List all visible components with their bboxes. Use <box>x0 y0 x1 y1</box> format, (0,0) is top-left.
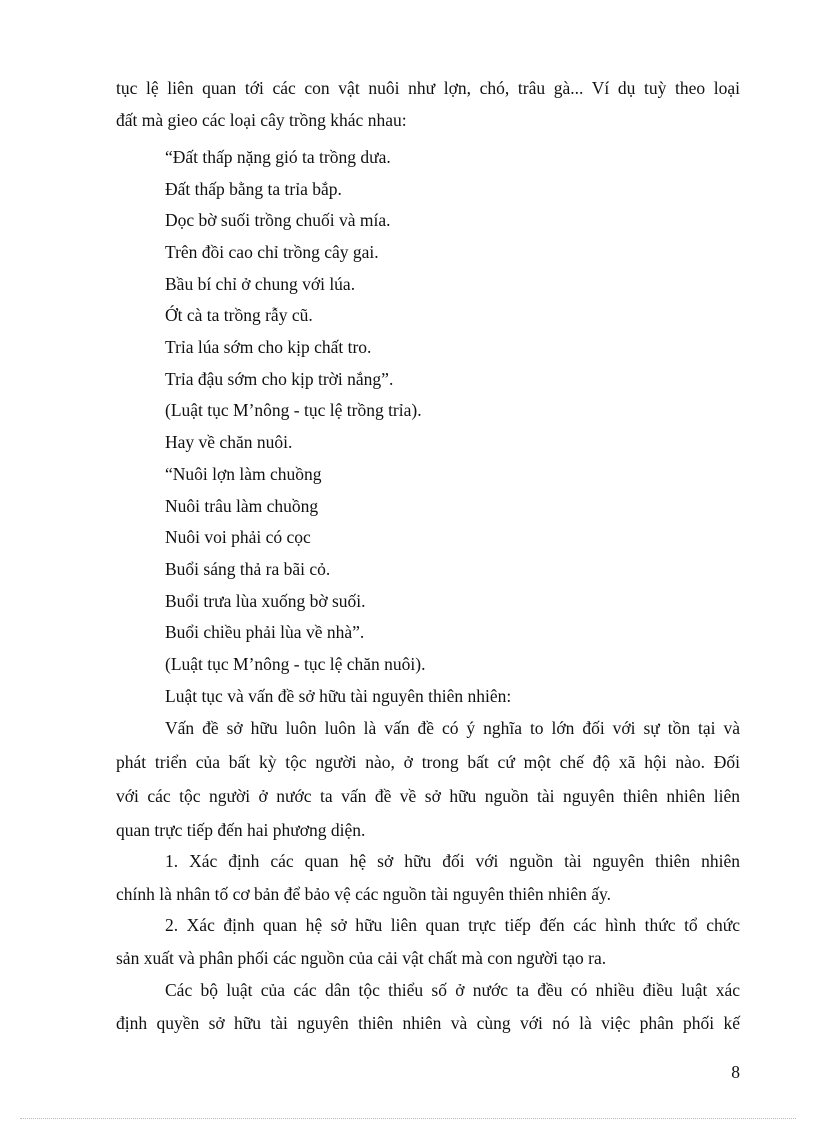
poem-line: Bầu bí chỉ ở chung với lúa. <box>165 274 356 294</box>
text-line: chính là nhân tố cơ bản để bảo vệ các nguồn tài nguyên thiên nhiên ấy. <box>116 884 612 904</box>
text-line: 2. Xác định quan hệ sở hữu liên quan trực tiếp đến các hình thức tổ chức <box>165 915 740 935</box>
poem-line: Trỉa lúa sớm cho kịp chất tro. <box>165 337 372 357</box>
poem-line: Đất thấp bằng ta trỉa bắp. <box>165 179 342 199</box>
poem-line: Buổi trưa lùa xuống bờ suối. <box>165 591 366 611</box>
poem-line: Nuôi voi phải có cọc <box>165 527 311 547</box>
citation-line: (Luật tục M’nông - tục lệ chăn nuôi). <box>165 654 426 674</box>
poem-line: Dọc bờ suối trồng chuối và mía. <box>165 210 391 230</box>
heading-line: Luật tục và vấn đề sở hữu tài nguyên thiên nhiên: <box>165 686 512 706</box>
poem-line: Buổi chiều phải lùa về nhà”. <box>165 622 365 642</box>
text-line: đất mà gieo các loại cây trồng khác nhau: <box>116 110 407 130</box>
poem-line: Nuôi trâu làm chuồng <box>165 496 319 516</box>
text-line: Hay về chăn nuôi. <box>165 432 293 452</box>
text-line: với các tộc người ở nước ta vấn đề về sở hữu nguồn tài nguyên thiên nhiên liên <box>116 786 740 806</box>
poem-line: Trên đồi cao chỉ trồng cây gai. <box>165 242 379 262</box>
poem-line: Trỉa đậu sớm cho kịp trời nắng”. <box>165 369 394 389</box>
text-line: 1. Xác định các quan hệ sở hữu đối với nguồn tài nguyên thiên nhiên <box>165 851 740 871</box>
poem-line: “Nuôi lợn làm chuồng <box>165 464 322 484</box>
text-line: Vấn đề sở hữu luôn luôn là vấn đề có ý nghĩa to lớn đối với sự tồn tại và <box>165 718 740 738</box>
text-line: tục lệ liên quan tới các con vật nuôi như lợn, chó, trâu gà... Ví dụ tuỳ theo loại <box>116 78 740 98</box>
poem-line: Buổi sáng thả ra bãi cỏ. <box>165 559 331 579</box>
poem-line: Ớt cà ta trồng rẫy cũ. <box>165 305 313 325</box>
text-line: Các bộ luật của các dân tộc thiểu số ở nước ta đều có nhiều điều luật xác <box>165 980 740 1000</box>
page-bottom-divider <box>20 1118 796 1119</box>
text-line: sản xuất và phân phối các nguồn của cải vật chất mà con người tạo ra. <box>116 948 607 968</box>
citation-line: (Luật tục M’nông - tục lệ trồng trỉa). <box>165 400 422 420</box>
text-line: quan trực tiếp đến hai phương diện. <box>116 820 366 840</box>
text-line: định quyền sở hữu tài nguyên thiên nhiên và cùng với nó là việc phân phối kế <box>116 1013 740 1033</box>
poem-line: “Đất thấp nặng gió ta trồng dưa. <box>165 147 391 167</box>
text-line: phát triển của bất kỳ tộc người nào, ở trong bất cứ một chế độ xã hội nào. Đối <box>116 752 740 772</box>
page-number: 8 <box>731 1062 740 1082</box>
